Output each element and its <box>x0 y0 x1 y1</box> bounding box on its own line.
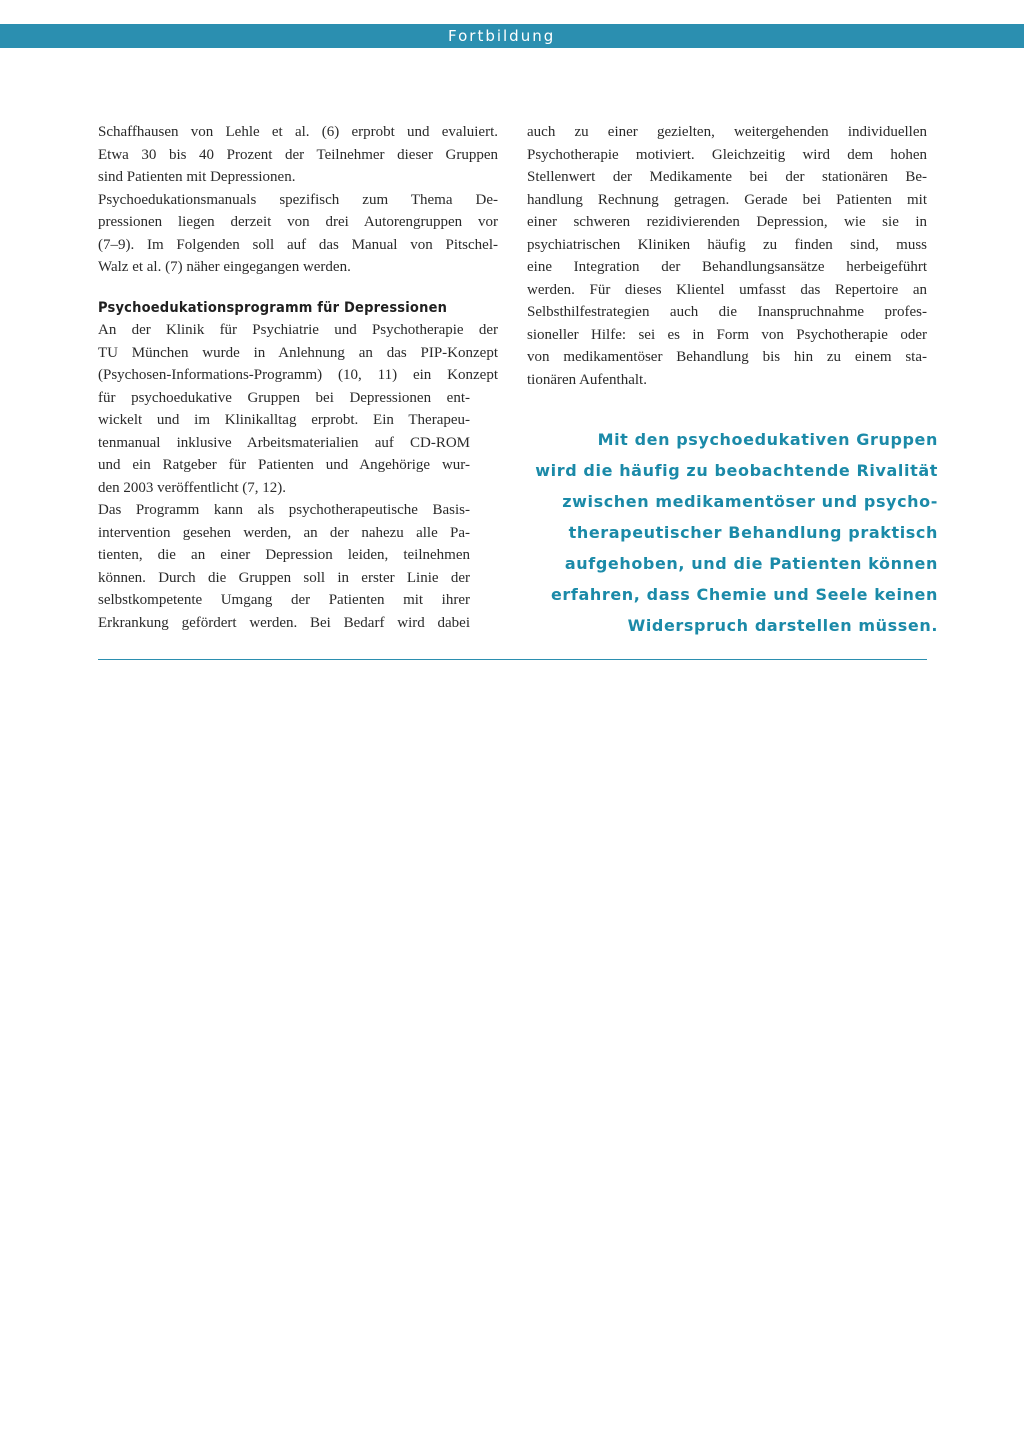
text-line: auch zu einer gezielten, weitergehenden individuellen <box>527 124 927 140</box>
right-text-column <box>527 121 927 391</box>
text-line: intervention gesehen werden, an der nahezu alle Pa- <box>98 524 470 541</box>
text-line: tienten, die an einer Depression leiden, teilnehmen <box>98 547 470 563</box>
quote-line: Mit den psychoedukativen Gruppen <box>597 430 938 449</box>
text-line: pressionen liegen derzeit von drei Autorengruppen vor <box>98 214 498 230</box>
text-line: einer schweren rezidivierenden Depression, wie sie in <box>527 214 927 230</box>
text-line: Stellenwert der Medikamente bei der stationären Be- <box>527 169 927 185</box>
horizontal-rule <box>98 659 927 660</box>
quote-line: aufgehoben, und die Patienten können <box>564 554 938 573</box>
text-line: Etwa 30 bis 40 Prozent der Teilnehmer dieser Gruppen <box>98 146 498 163</box>
text-line: psychiatrischen Kliniken häufig zu finden sind, muss <box>527 236 927 253</box>
text-line: sioneller Hilfe: sei es in Form von Psychotherapie oder <box>527 326 927 343</box>
quote-line: erfahren, dass Chemie und Seele keinen <box>550 585 938 604</box>
text-line: Psychoedukationsmanuals spezifisch zum Thema De- <box>98 191 498 208</box>
text-line: TU München wurde in Anlehnung an das PIP-Konzept <box>98 344 498 361</box>
text-line: eine Integration der Behandlungsansätze herbeigeführt <box>527 259 927 275</box>
quote-line: zwischen medikamentöser und psycho- <box>562 492 938 511</box>
paragraph-right-1 <box>527 121 927 391</box>
text-line: tenmanual inklusive Arbeitsmaterialien auf CD-ROM <box>98 434 470 451</box>
text-line: Erkrankung gefördert werden. Bei Bedarf wird dabei <box>98 614 470 631</box>
text-line: können. Durch die Gruppen soll in erster Linie der <box>98 569 470 586</box>
left-text-column <box>98 121 498 634</box>
text-line: tionären Aufenthalt. <box>527 371 647 388</box>
paragraph-2 <box>98 189 498 279</box>
text-line: Selbsthilfestrategien auch die Inanspruchnahme profes- <box>527 304 927 320</box>
text-line: sind Patienten mit Depressionen. <box>98 169 296 185</box>
text-line: (Psychosen-Informations-Programm) (10, 11) ein Konzept <box>98 367 498 383</box>
text-line: Walz et al. (7) näher eingegangen werden. <box>98 259 351 275</box>
text-line: und ein Ratgeber für Patienten und Angehörige wur- <box>98 457 470 473</box>
quote-line: wird die häufig zu beobachtende Rivalität <box>535 461 938 480</box>
text-line: Schaffhausen von Lehle et al. (6) erprobt und evaluiert. <box>98 124 498 140</box>
text-line: (7–9). Im Folgenden soll auf das Manual von Pitschel- <box>98 236 498 253</box>
text-line: Das Programm kann als psychotherapeutische Basis- <box>98 502 470 518</box>
text-line: selbstkompetente Umgang der Patienten mit ihrer <box>98 592 470 608</box>
text-line: den 2003 veröffentlicht (7, 12). <box>98 479 287 496</box>
pull-quote <box>500 424 938 641</box>
paragraph-4 <box>98 499 498 634</box>
text-line: von medikamentöser Behandlung bis hin zu einem sta- <box>527 349 927 365</box>
text-line: handlung Rechnung getragen. Gerade bei Patienten mit <box>527 191 927 208</box>
quote-line: therapeutischer Behandlung praktisch <box>568 523 938 542</box>
text-line: An der Klinik für Psychiatrie und Psychotherapie der <box>98 322 498 338</box>
section-label: Fortbildung <box>448 27 556 45</box>
text-line: für psychoedukative Gruppen bei Depressionen ent- <box>98 389 470 406</box>
section-subheading: Psychoedukationsprogramm für Depressionen <box>98 299 448 316</box>
quote-line: Widerspruch darstellen müssen. <box>627 616 938 635</box>
paragraph-3 <box>98 319 498 499</box>
text-line: wickelt und im Klinikalltag erprobt. Ein Therapeu- <box>98 412 470 428</box>
paragraph-1 <box>98 121 498 189</box>
text-line: werden. Für dieses Klientel umfasst das Repertoire an <box>527 281 927 298</box>
text-line: Psychotherapie motiviert. Gleichzeitig wird dem hohen <box>527 146 927 163</box>
